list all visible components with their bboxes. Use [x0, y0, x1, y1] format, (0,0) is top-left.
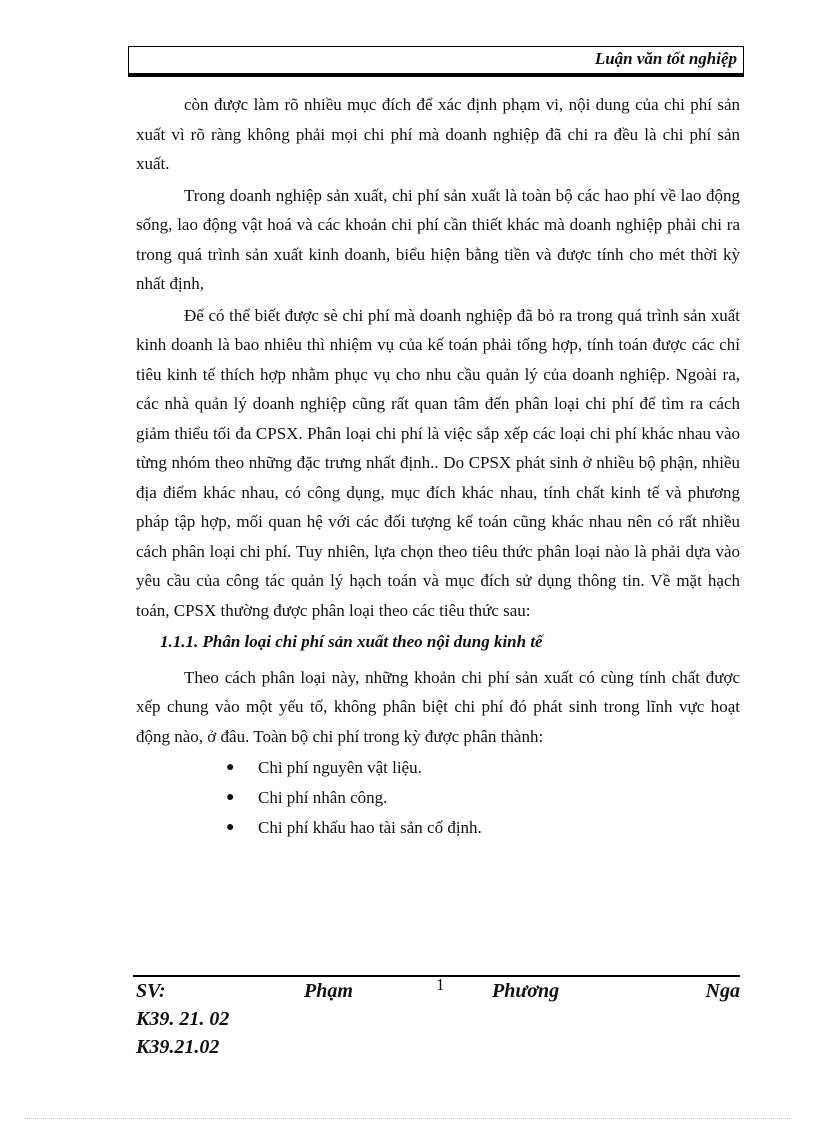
list-item: ● Chi phí nguyên vật liệu. — [226, 753, 740, 783]
footer-surname: Phạm — [304, 980, 353, 1002]
bullet-icon: ● — [226, 760, 235, 775]
bullet-icon: ● — [226, 820, 235, 835]
cost-list — [136, 753, 740, 843]
footer-given-name: Nga — [705, 980, 740, 1002]
footer-middle-name: Phương — [492, 980, 560, 1002]
document-body — [136, 90, 740, 843]
paragraph-2: Trong doanh nghiệp sản xuất, chi phí sản xuất là toàn bộ các hao phí về lao động sống, lao động vật hoá và các khoản chi phí cần thiết khác mà doanh nghiệp phải chi ra trong quá trình sản xuất kinh doanh, biểu hiện bằng tiền và được tính cho mét thời kỳ nhất định, — [136, 185, 740, 293]
list-item: ● Chi phí khấu hao tài sản cố định. — [226, 813, 740, 843]
footer-class-code-2: K39.21.02 — [136, 1036, 220, 1058]
page-number: 1 — [436, 975, 445, 994]
header-title: Luận văn tốt nghiệp — [594, 49, 737, 68]
paragraph-1: còn được làm rõ nhiều mục đích để xác định phạm vi, nội dung của chi phí sản xuất vì rõ ràng không phải mọi chi phí mà doanh nghiệp đã chi ra đều là chi phí sản xuất. — [136, 95, 740, 173]
paragraph-4: Theo cách phân loại này, những khoản chi phí sản xuất có cùng tính chất được xếp chung vào một yếu tố, không phân biệt chi phí đó phát sinh trong lĩnh vực hoạt động nào, ở đâu. Toàn bộ chi phí trong kỳ được phân thành: — [136, 667, 740, 746]
page-header — [128, 46, 744, 74]
footer-sv-label: SV: — [136, 980, 166, 1002]
list-item: ● Chi phí nhân công. — [226, 783, 740, 813]
section-heading: 1.1.1. Phân loại chi phí sản xuất theo nội dung kinh tế — [160, 632, 543, 651]
page-edge-divider — [24, 1118, 792, 1119]
bullet-icon: ● — [226, 790, 235, 805]
paragraph-3: Để có thể biết được sè chi phí mà doanh nghiệp đã bỏ ra trong quá trình sản xuất kinh doanh là bao nhiêu thì nhiệm vụ của kế toán phải tổng hợp, tính toán được các chỉ tiêu kinh tế thích hợp nhằm phục vụ cho nhu cầu quản lý của doanh nghiệp. Ngoài ra, các nhà quản lý doanh nghiệp cũng rất quan tâm đến phân loại chi phí để tìm ra cách giảm thiểu tối đa CPSX. Phân loại chi phí là việc sắp xếp các loại chi phí khác nhau vào từng nhóm theo những đặc trưng nhất định.. Do CPSX phát sinh ở nhiều bộ phận, nhiều địa điểm khác nhau, có công dụng, mục đích khác nhau, tính chất kinh tế và phương pháp tập hợp, mối quan hệ với các đối tượng kế toán cũng khác nhau nên có rất nhiều cách phân loại chi phí. Tuy nhiên, lựa chọn theo tiêu thức phân loại nào là phải dựa vào yêu cầu của công tác quản lý hạch toán và mục đích sử dụng thông tin. Về mặt hạch toán, CPSX thường được phân loại theo các tiêu thức sau: — [136, 305, 740, 620]
footer-class-code: K39. 21. 02 — [136, 1008, 230, 1030]
page-footer — [136, 977, 740, 1061]
